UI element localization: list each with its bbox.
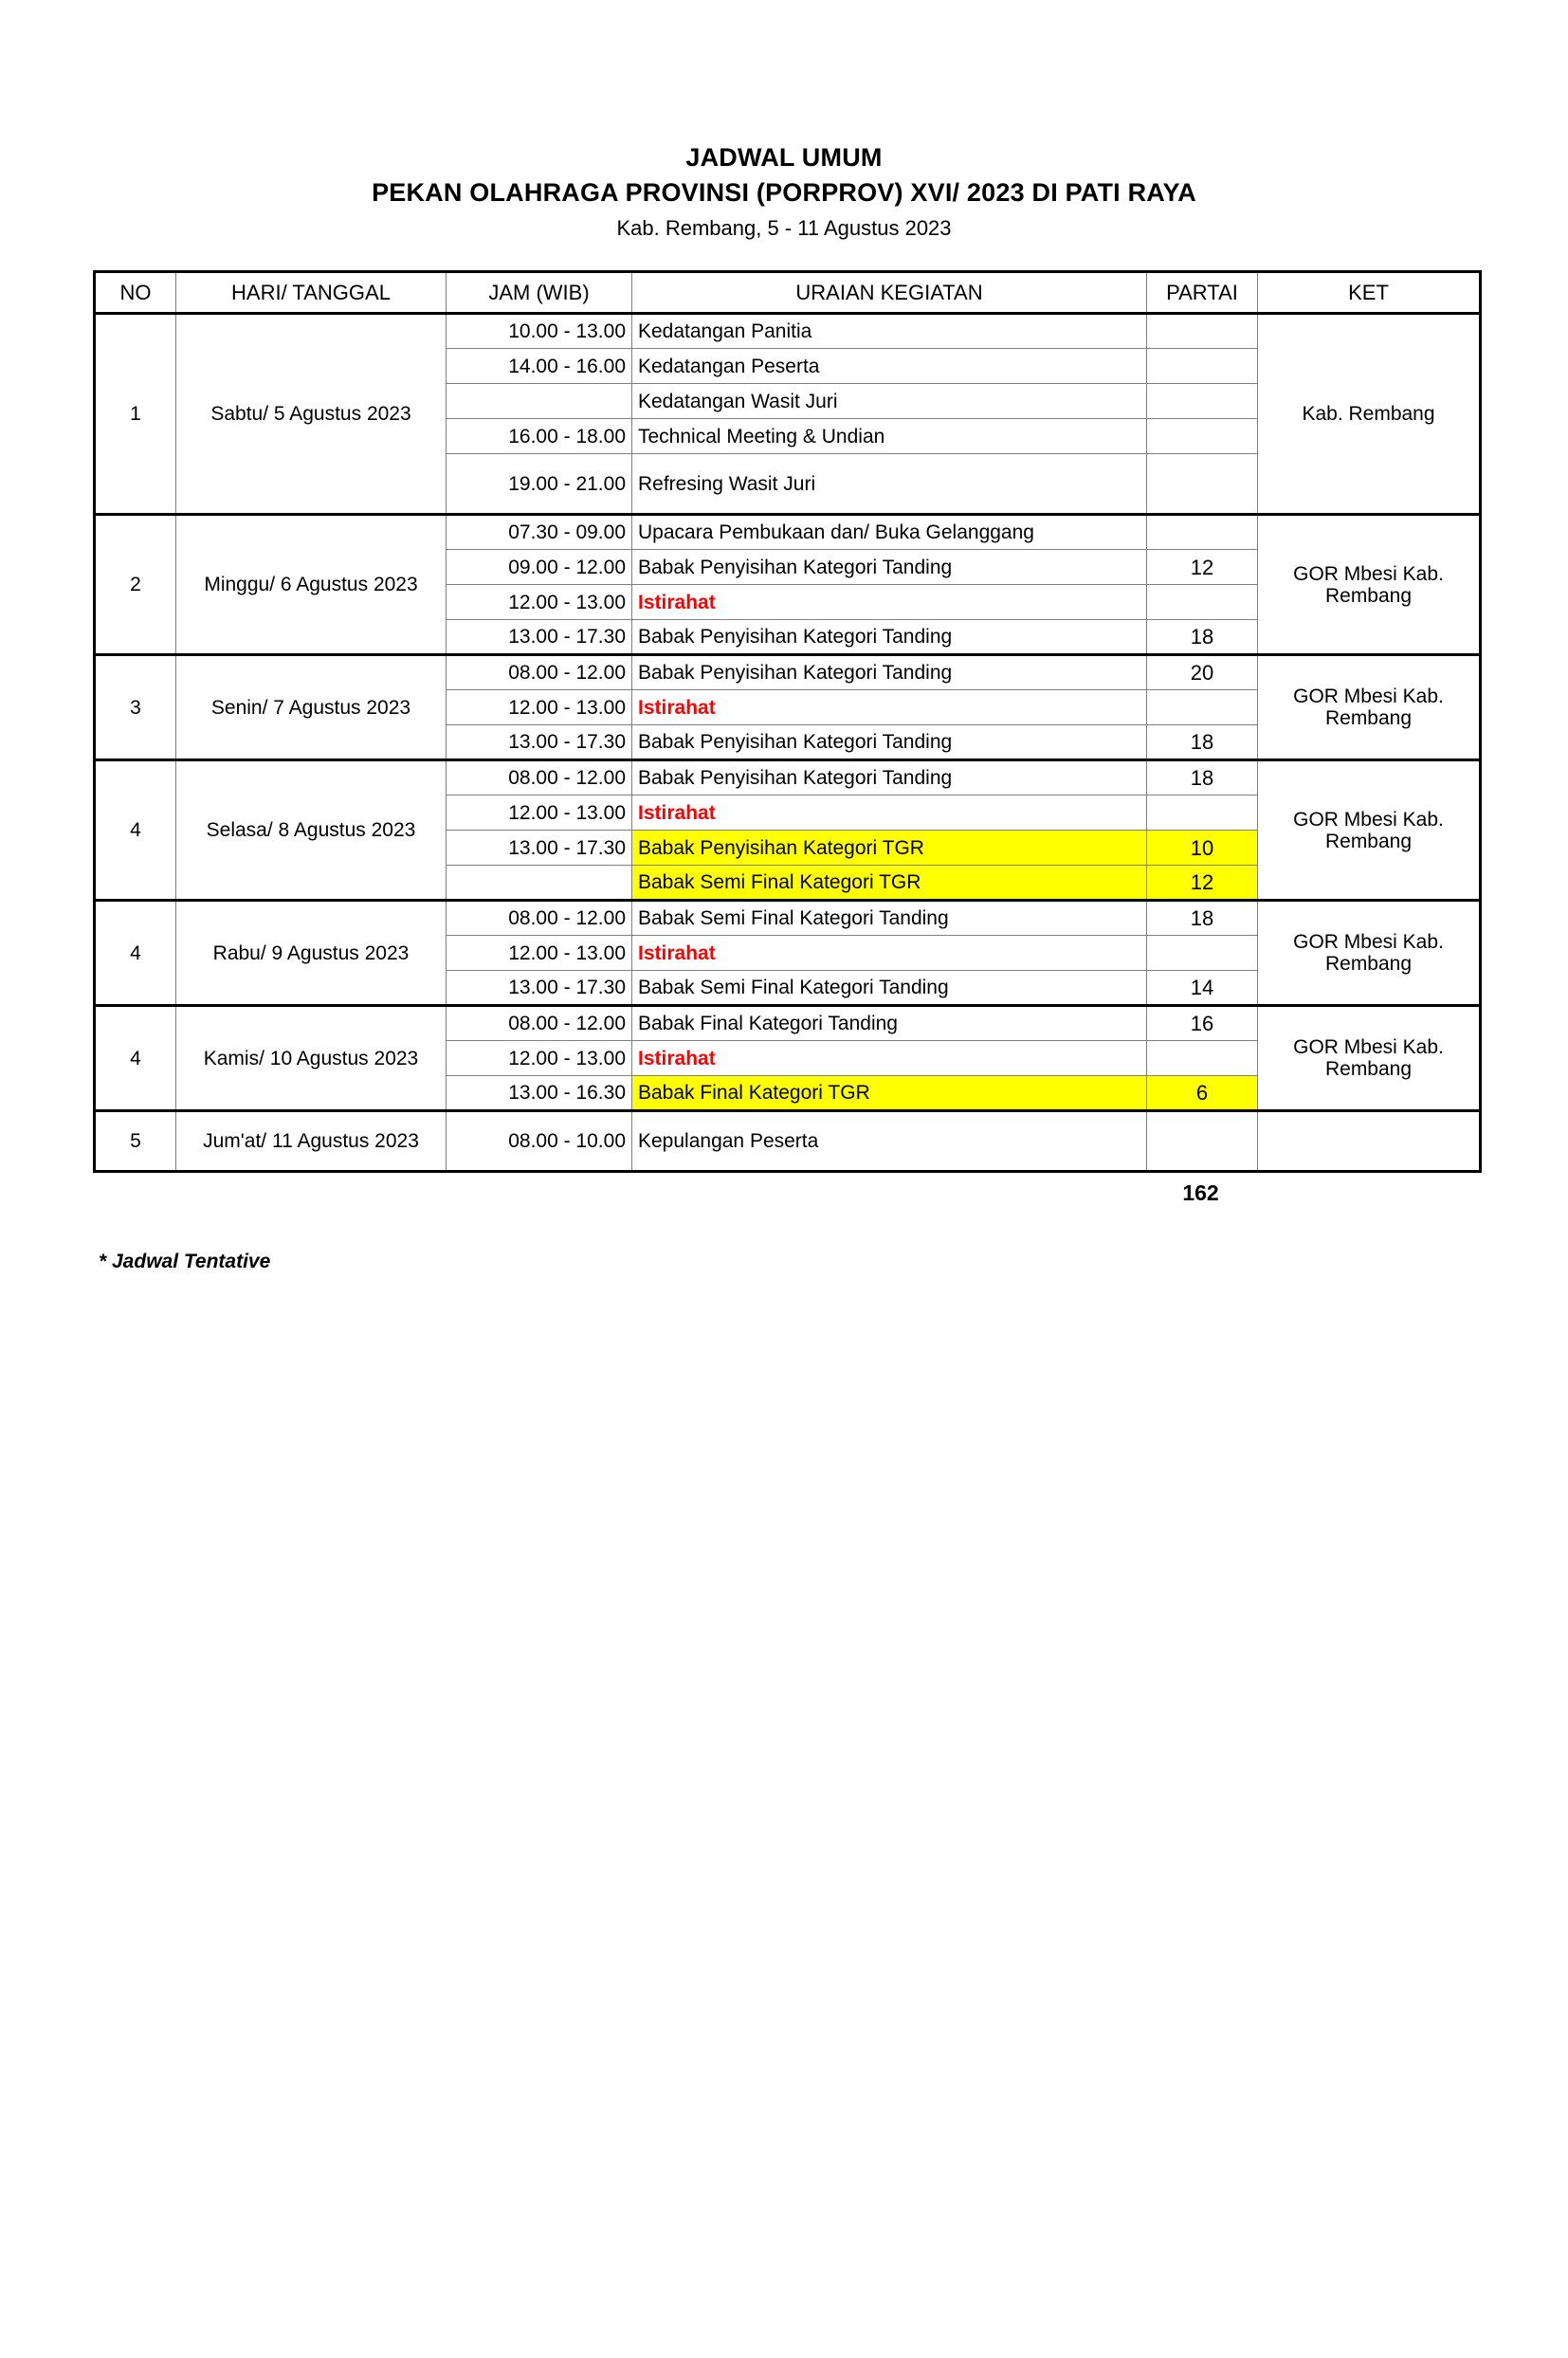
cell-partai: 20 <box>1147 655 1258 690</box>
cell-partai: 10 <box>1147 831 1258 866</box>
cell-jam: 14.00 - 16.00 <box>447 349 632 384</box>
cell-jam: 08.00 - 12.00 <box>447 1006 632 1041</box>
cell-ket: GOR Mbesi Kab. Rembang <box>1258 515 1481 655</box>
rest-label: Istirahat <box>638 941 716 964</box>
table-row <box>95 1006 1481 1041</box>
table-row <box>95 655 1481 690</box>
cell-jam: 07.30 - 09.00 <box>447 515 632 550</box>
cell-uraian-kegiatan: Technical Meeting & Undian <box>632 419 1147 454</box>
cell-hari-tanggal: Senin/ 7 Agustus 2023 <box>176 655 447 760</box>
rest-label: Istirahat <box>638 696 716 719</box>
cell-uraian-kegiatan: Kedatangan Peserta <box>632 349 1147 384</box>
cell-partai: 14 <box>1147 971 1258 1006</box>
document-subtitle: Kab. Rembang, 5 - 11 Agustus 2023 <box>616 216 952 240</box>
document-title-secondary: PEKAN OLAHRAGA PROVINSI (PORPROV) XVI/ 2023 DI PATI RAYA <box>372 178 1196 207</box>
cell-uraian-kegiatan: Babak Penyisihan Kategori Tanding <box>632 760 1147 795</box>
cell-jam: 13.00 - 16.30 <box>447 1076 632 1111</box>
cell-uraian-kegiatan: Babak Semi Final Kategori Tanding <box>632 901 1147 936</box>
cell-jam: 12.00 - 13.00 <box>447 936 632 971</box>
cell-uraian-kegiatan: Babak Final Kategori Tanding <box>632 1006 1147 1041</box>
schedule-table-body <box>95 314 1481 1172</box>
cell-uraian-kegiatan: Kedatangan Wasit Juri <box>632 384 1147 419</box>
column-header-no: NO <box>95 272 176 314</box>
cell-jam: 10.00 - 13.00 <box>447 314 632 349</box>
column-header-ket: KET <box>1258 272 1481 314</box>
rest-label: Istirahat <box>638 591 716 613</box>
cell-ket <box>1258 1111 1481 1172</box>
cell-partai <box>1147 795 1258 831</box>
cell-uraian-kegiatan: Babak Penyisihan Kategori Tanding <box>632 655 1147 690</box>
cell-partai: 18 <box>1147 760 1258 795</box>
cell-jam: 08.00 - 12.00 <box>447 655 632 690</box>
cell-jam: 12.00 - 13.00 <box>447 585 632 620</box>
cell-uraian-kegiatan-rest <box>632 1041 1147 1076</box>
cell-uraian-kegiatan-rest <box>632 936 1147 971</box>
cell-uraian-kegiatan: Refresing Wasit Juri <box>632 454 1147 515</box>
cell-partai: 18 <box>1147 620 1258 655</box>
total-partai-value: 162 <box>1182 1180 1219 1205</box>
cell-uraian-kegiatan: Babak Semi Final Kategori TGR <box>632 866 1147 901</box>
cell-jam: 13.00 - 17.30 <box>447 725 632 760</box>
cell-partai <box>1147 349 1258 384</box>
cell-uraian-kegiatan: Upacara Pembukaan dan/ Buka Gelanggang <box>632 515 1147 550</box>
cell-jam: 13.00 - 17.30 <box>447 620 632 655</box>
document-heading <box>0 140 1568 245</box>
schedule-table <box>93 270 1482 1173</box>
cell-partai: 16 <box>1147 1006 1258 1041</box>
column-header-jam: JAM (WIB) <box>447 272 632 314</box>
column-header-partai: PARTAI <box>1147 272 1258 314</box>
cell-partai <box>1147 585 1258 620</box>
cell-jam: 12.00 - 13.00 <box>447 795 632 831</box>
cell-uraian-kegiatan-rest <box>632 795 1147 831</box>
cell-partai <box>1147 419 1258 454</box>
cell-uraian-kegiatan: Babak Penyisihan Kategori TGR <box>632 831 1147 866</box>
table-header-row <box>95 272 1481 314</box>
cell-ket: GOR Mbesi Kab. Rembang <box>1258 655 1481 760</box>
cell-no: 4 <box>95 760 176 901</box>
cell-partai <box>1147 454 1258 515</box>
cell-no: 3 <box>95 655 176 760</box>
document-page <box>0 140 1568 2358</box>
cell-ket: Kab. Rembang <box>1258 314 1481 515</box>
schedule-table-head <box>95 272 1481 314</box>
cell-uraian-kegiatan: Kedatangan Panitia <box>632 314 1147 349</box>
rest-label: Istirahat <box>638 1047 716 1069</box>
cell-jam: 08.00 - 12.00 <box>447 901 632 936</box>
cell-ket: GOR Mbesi Kab. Rembang <box>1258 760 1481 901</box>
cell-uraian-kegiatan: Babak Penyisihan Kategori Tanding <box>632 725 1147 760</box>
cell-no: 4 <box>95 901 176 1006</box>
cell-jam: 12.00 - 13.00 <box>447 1041 632 1076</box>
cell-hari-tanggal: Kamis/ 10 Agustus 2023 <box>176 1006 447 1111</box>
cell-uraian-kegiatan: Kepulangan Peserta <box>632 1111 1147 1172</box>
rest-label: Istirahat <box>638 801 716 824</box>
cell-uraian-kegiatan: Babak Final Kategori TGR <box>632 1076 1147 1111</box>
cell-jam: 08.00 - 10.00 <box>447 1111 632 1172</box>
cell-partai <box>1147 314 1258 349</box>
column-header-hari-tanggal: HARI/ TANGGAL <box>176 272 447 314</box>
cell-hari-tanggal: Sabtu/ 5 Agustus 2023 <box>176 314 447 515</box>
cell-jam <box>447 384 632 419</box>
cell-uraian-kegiatan-rest <box>632 585 1147 620</box>
cell-hari-tanggal: Jum'at/ 11 Agustus 2023 <box>176 1111 447 1172</box>
cell-partai <box>1147 1041 1258 1076</box>
table-row <box>95 515 1481 550</box>
cell-partai: 12 <box>1147 550 1258 585</box>
cell-jam: 19.00 - 21.00 <box>447 454 632 515</box>
cell-jam: 13.00 - 17.30 <box>447 971 632 1006</box>
cell-no: 2 <box>95 515 176 655</box>
cell-no: 5 <box>95 1111 176 1172</box>
cell-uraian-kegiatan: Babak Penyisihan Kategori Tanding <box>632 620 1147 655</box>
document-footnote: * Jadwal Tentative <box>99 1251 271 1272</box>
cell-hari-tanggal: Minggu/ 6 Agustus 2023 <box>176 515 447 655</box>
cell-partai <box>1147 1111 1258 1172</box>
schedule-table-wrapper <box>0 270 1568 1173</box>
column-header-uraian-kegiatan: URAIAN KEGIATAN <box>632 272 1147 314</box>
table-row <box>95 760 1481 795</box>
cell-jam: 08.00 - 12.00 <box>447 760 632 795</box>
cell-uraian-kegiatan: Babak Semi Final Kategori Tanding <box>632 971 1147 1006</box>
cell-uraian-kegiatan: Babak Penyisihan Kategori Tanding <box>632 550 1147 585</box>
table-row <box>95 901 1481 936</box>
document-title-primary: JADWAL UMUM <box>685 143 883 172</box>
cell-partai: 18 <box>1147 901 1258 936</box>
table-row <box>95 1111 1481 1172</box>
cell-hari-tanggal: Selasa/ 8 Agustus 2023 <box>176 760 447 901</box>
cell-partai: 12 <box>1147 866 1258 901</box>
table-row <box>95 314 1481 349</box>
cell-partai <box>1147 936 1258 971</box>
cell-partai <box>1147 515 1258 550</box>
cell-jam: 13.00 - 17.30 <box>447 831 632 866</box>
cell-jam: 16.00 - 18.00 <box>447 419 632 454</box>
total-row <box>0 1179 1568 1207</box>
cell-jam: 12.00 - 13.00 <box>447 690 632 725</box>
cell-partai: 6 <box>1147 1076 1258 1111</box>
cell-ket: GOR Mbesi Kab. Rembang <box>1258 1006 1481 1111</box>
cell-no: 1 <box>95 314 176 515</box>
cell-hari-tanggal: Rabu/ 9 Agustus 2023 <box>176 901 447 1006</box>
cell-partai: 18 <box>1147 725 1258 760</box>
cell-partai <box>1147 690 1258 725</box>
cell-uraian-kegiatan-rest <box>632 690 1147 725</box>
cell-partai <box>1147 384 1258 419</box>
cell-jam: 09.00 - 12.00 <box>447 550 632 585</box>
cell-no: 4 <box>95 1006 176 1111</box>
cell-jam <box>447 866 632 901</box>
cell-ket: GOR Mbesi Kab. Rembang <box>1258 901 1481 1006</box>
